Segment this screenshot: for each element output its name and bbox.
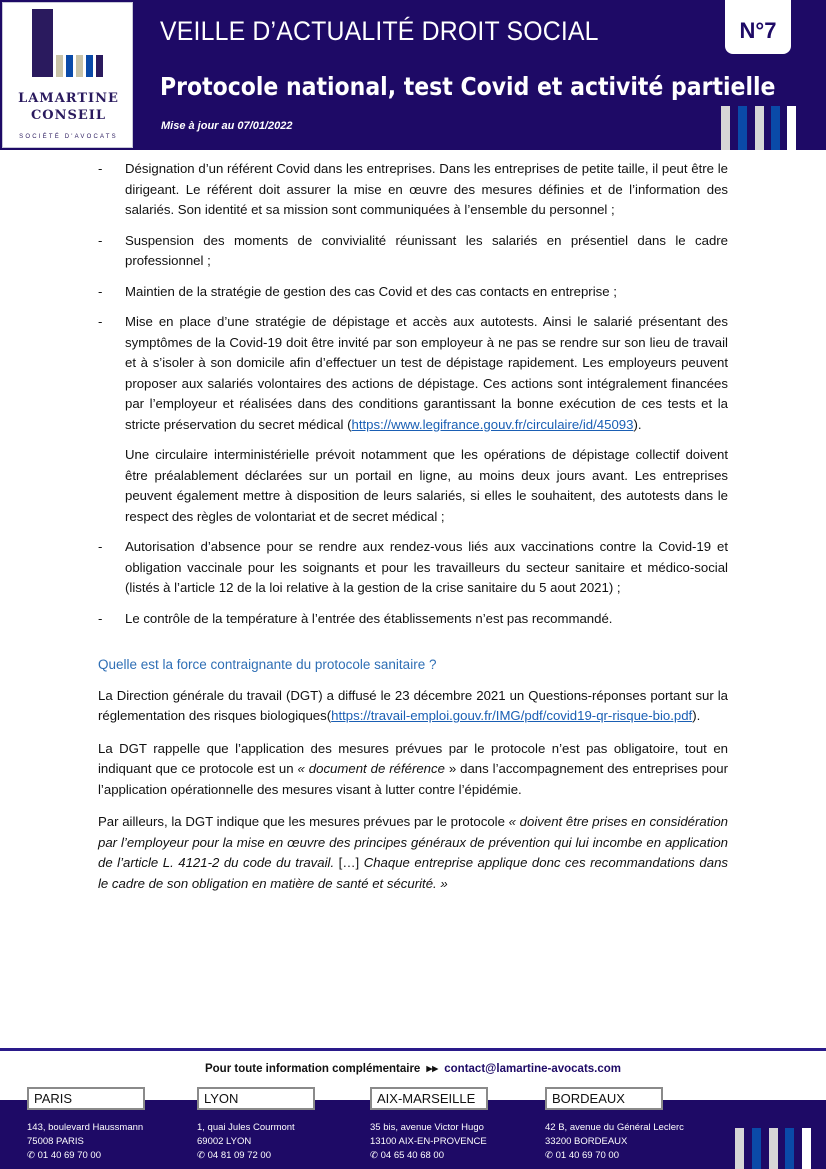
list-item: - Autorisation d’absence pour se rendre aux rendez-vous liés aux vaccinations contre la Covid-19 et obligation vaccinale pour les soignants et pour les travailleurs du secteur sanitaire et médico-social (listés à l’article 12 de la loi relative à la gestion de la crise sanitaire du 5 aout 2021) ;: [98, 539, 728, 595]
office-address: 143, boulevard Haussmann: [27, 1122, 144, 1133]
office-phone: ✆ 01 40 69 70 00: [27, 1150, 102, 1161]
office-address: 35 bis, avenue Victor Hugo: [370, 1122, 484, 1133]
office-phone: ✆ 01 40 69 70 00: [545, 1150, 620, 1161]
office-address: 42 B, avenue du Général Leclerc: [545, 1122, 684, 1133]
list-item: - Suspension des moments de convivialité réunissant les salariés en présentiel dans le cadre professionnel ;: [98, 232, 728, 268]
list-item-continuation: Une circulaire interministérielle prévoit notamment que les opérations de dépistage collectif doivent être préalablement déclarées sur un portail en ligne, au moins deux jours avant. Les entreprises peuvent également mettre à disposition de leurs salariés, si elles le souhaitent, des autotests dans le respect des règles de volontariat et de secret médical ;: [125, 447, 728, 524]
legifrance-link[interactable]: https://www.legifrance.gouv.fr/circulaire/id/45093: [351, 416, 634, 432]
logo-name-line1: LAMARTINE: [18, 91, 119, 106]
office-postal: 33200 BORDEAUX: [545, 1136, 628, 1147]
footer-divider: [0, 1048, 826, 1051]
fast-forward-icon: ▸▸: [426, 1063, 439, 1075]
page-header: [0, 0, 826, 150]
office-city-label: AIX-MARSEILLE: [370, 1087, 488, 1110]
list-item: - Désignation d’un référent Covid dans les entreprises. Dans les entreprises de petite taille, il peut être le dirigeant. Le référent doit assurer la mise en œuvre des mesures définies et de l’information des salariés. Son identité et sa mission sont communiquées à l’ensemble du personnel ;: [98, 161, 728, 217]
phone-icon: ✆: [545, 1150, 553, 1161]
office-address: 1, quai Jules Courmont: [197, 1122, 295, 1133]
paragraph-dgt-reminder: La DGT rappelle que l’application des mesures prévues par le protocole n’est pas obligatoire, tout en indiquant que ce protocole est un « document de référence » dans l’accompagnement des entreprises pour l’application opérationnelle des mesures visant à lutter contre l’épidémie.: [98, 740, 728, 797]
page-title: Protocole national, test Covid et activité partielle: [160, 72, 776, 101]
logo-name-line2: CONSEIL: [30, 108, 107, 123]
travail-emploi-link[interactable]: https://travail-emploi.gouv.fr/IMG/pdf/covid19-qr-risque-bio.pdf: [331, 708, 693, 723]
office-aix-marseille: [370, 1087, 520, 1163]
phone-icon: ✆: [370, 1150, 378, 1161]
list-item: - Mise en place d’une stratégie de dépistage et accès aux autotests. Ainsi le salarié présentant des symptômes de la Covid-19 doit être invité par son employeur à ne pas se rendre sur son lieu de travail et à s’isoler à son domicile afin d’effectuer un test de dépistage rapidement. Les employeurs peuvent proposer aux salariés volontaires des actions de dépistage. Ces actions sont intégralement financées par l’employeur et réalisées dans des conditions garantissant la bonne exécution de ces tests et la stricte préservation du secret médical (https://www.legifrance.gouv.fr/circulaire/id/45093). Une circulaire interministérielle prévoit notamment que les opérations de dépistage collectif doivent être préalablement déclarées sur un portail en ligne, au moins deux jours avant. Les entreprises peuvent également mettre à disposition de leurs salariés, si elles le souhaitent, des autotests dans le respect des règles de volontariat et de secret médical ;: [98, 312, 728, 527]
newsletter-title: VEILLE D’ACTUALITÉ DROIT SOCIAL: [160, 16, 599, 46]
office-postal: 13100 AIX-EN-PROVENCE: [370, 1136, 487, 1147]
office-city-label: LYON: [197, 1087, 315, 1110]
firm-logo: [2, 2, 133, 148]
office-city-label: BORDEAUX: [545, 1087, 663, 1110]
contact-email-link[interactable]: contact@lamartine-avocats.com: [444, 1063, 622, 1075]
logo-tagline: SOCIÉTÉ D'AVOCATS: [19, 134, 118, 140]
paragraph-dgt-qa: La Direction générale du travail (DGT) a diffusé le 23 décembre 2021 un Questions-réponses portant sur la réglementation des risques biologiques(https://travail-emploi.gouv.fr/IMG/pdf/covid19-qr-risque-bio.pdf).: [98, 687, 728, 723]
phone-icon: ✆: [27, 1150, 35, 1161]
office-phone: ✆ 04 65 40 68 00: [370, 1150, 445, 1161]
office-paris: [27, 1087, 177, 1163]
footer-contact: Pour toute information complémentaire ▸▸ contact@lamartine-avocats.com: [204, 1063, 622, 1075]
paragraph-dgt-quote: Par ailleurs, la DGT indique que les mesures prévues par le protocole « doivent être prises en considération par l’employeur pour la mise en œuvre des principes généraux de prévention qui lui incombe en application de l’article L. 4121-2 du code du travail. […] Chaque entreprise applique donc ces recommandations dans le cadre de son obligation en matière de santé et sécurité. »: [98, 814, 728, 891]
office-city-label: PARIS: [27, 1087, 145, 1110]
phone-icon: ✆: [197, 1150, 205, 1161]
article-body: [98, 159, 728, 906]
issue-number-badge: N°7: [725, 0, 791, 54]
office-bordeaux: [545, 1087, 695, 1163]
office-postal: 69002 LYON: [197, 1136, 252, 1147]
header-stripes-icon: [721, 106, 799, 150]
office-postal: 75008 PARIS: [27, 1136, 84, 1147]
update-date: Mise à jour au 07/01/2022: [161, 120, 293, 132]
office-lyon: [197, 1087, 347, 1163]
footer-stripes-icon: [735, 1128, 813, 1169]
list-item: - Maintien de la stratégie de gestion des cas Covid et des cas contacts en entreprise ;: [98, 283, 617, 299]
section-heading: Quelle est la force contraignante du protocole sanitaire ?: [98, 657, 437, 672]
list-item: - Le contrôle de la température à l’entrée des établissements n’est pas recommandé.: [98, 610, 613, 626]
logo-bars-icon: [30, 9, 106, 77]
office-phone: ✆ 04 81 09 72 00: [197, 1150, 272, 1161]
